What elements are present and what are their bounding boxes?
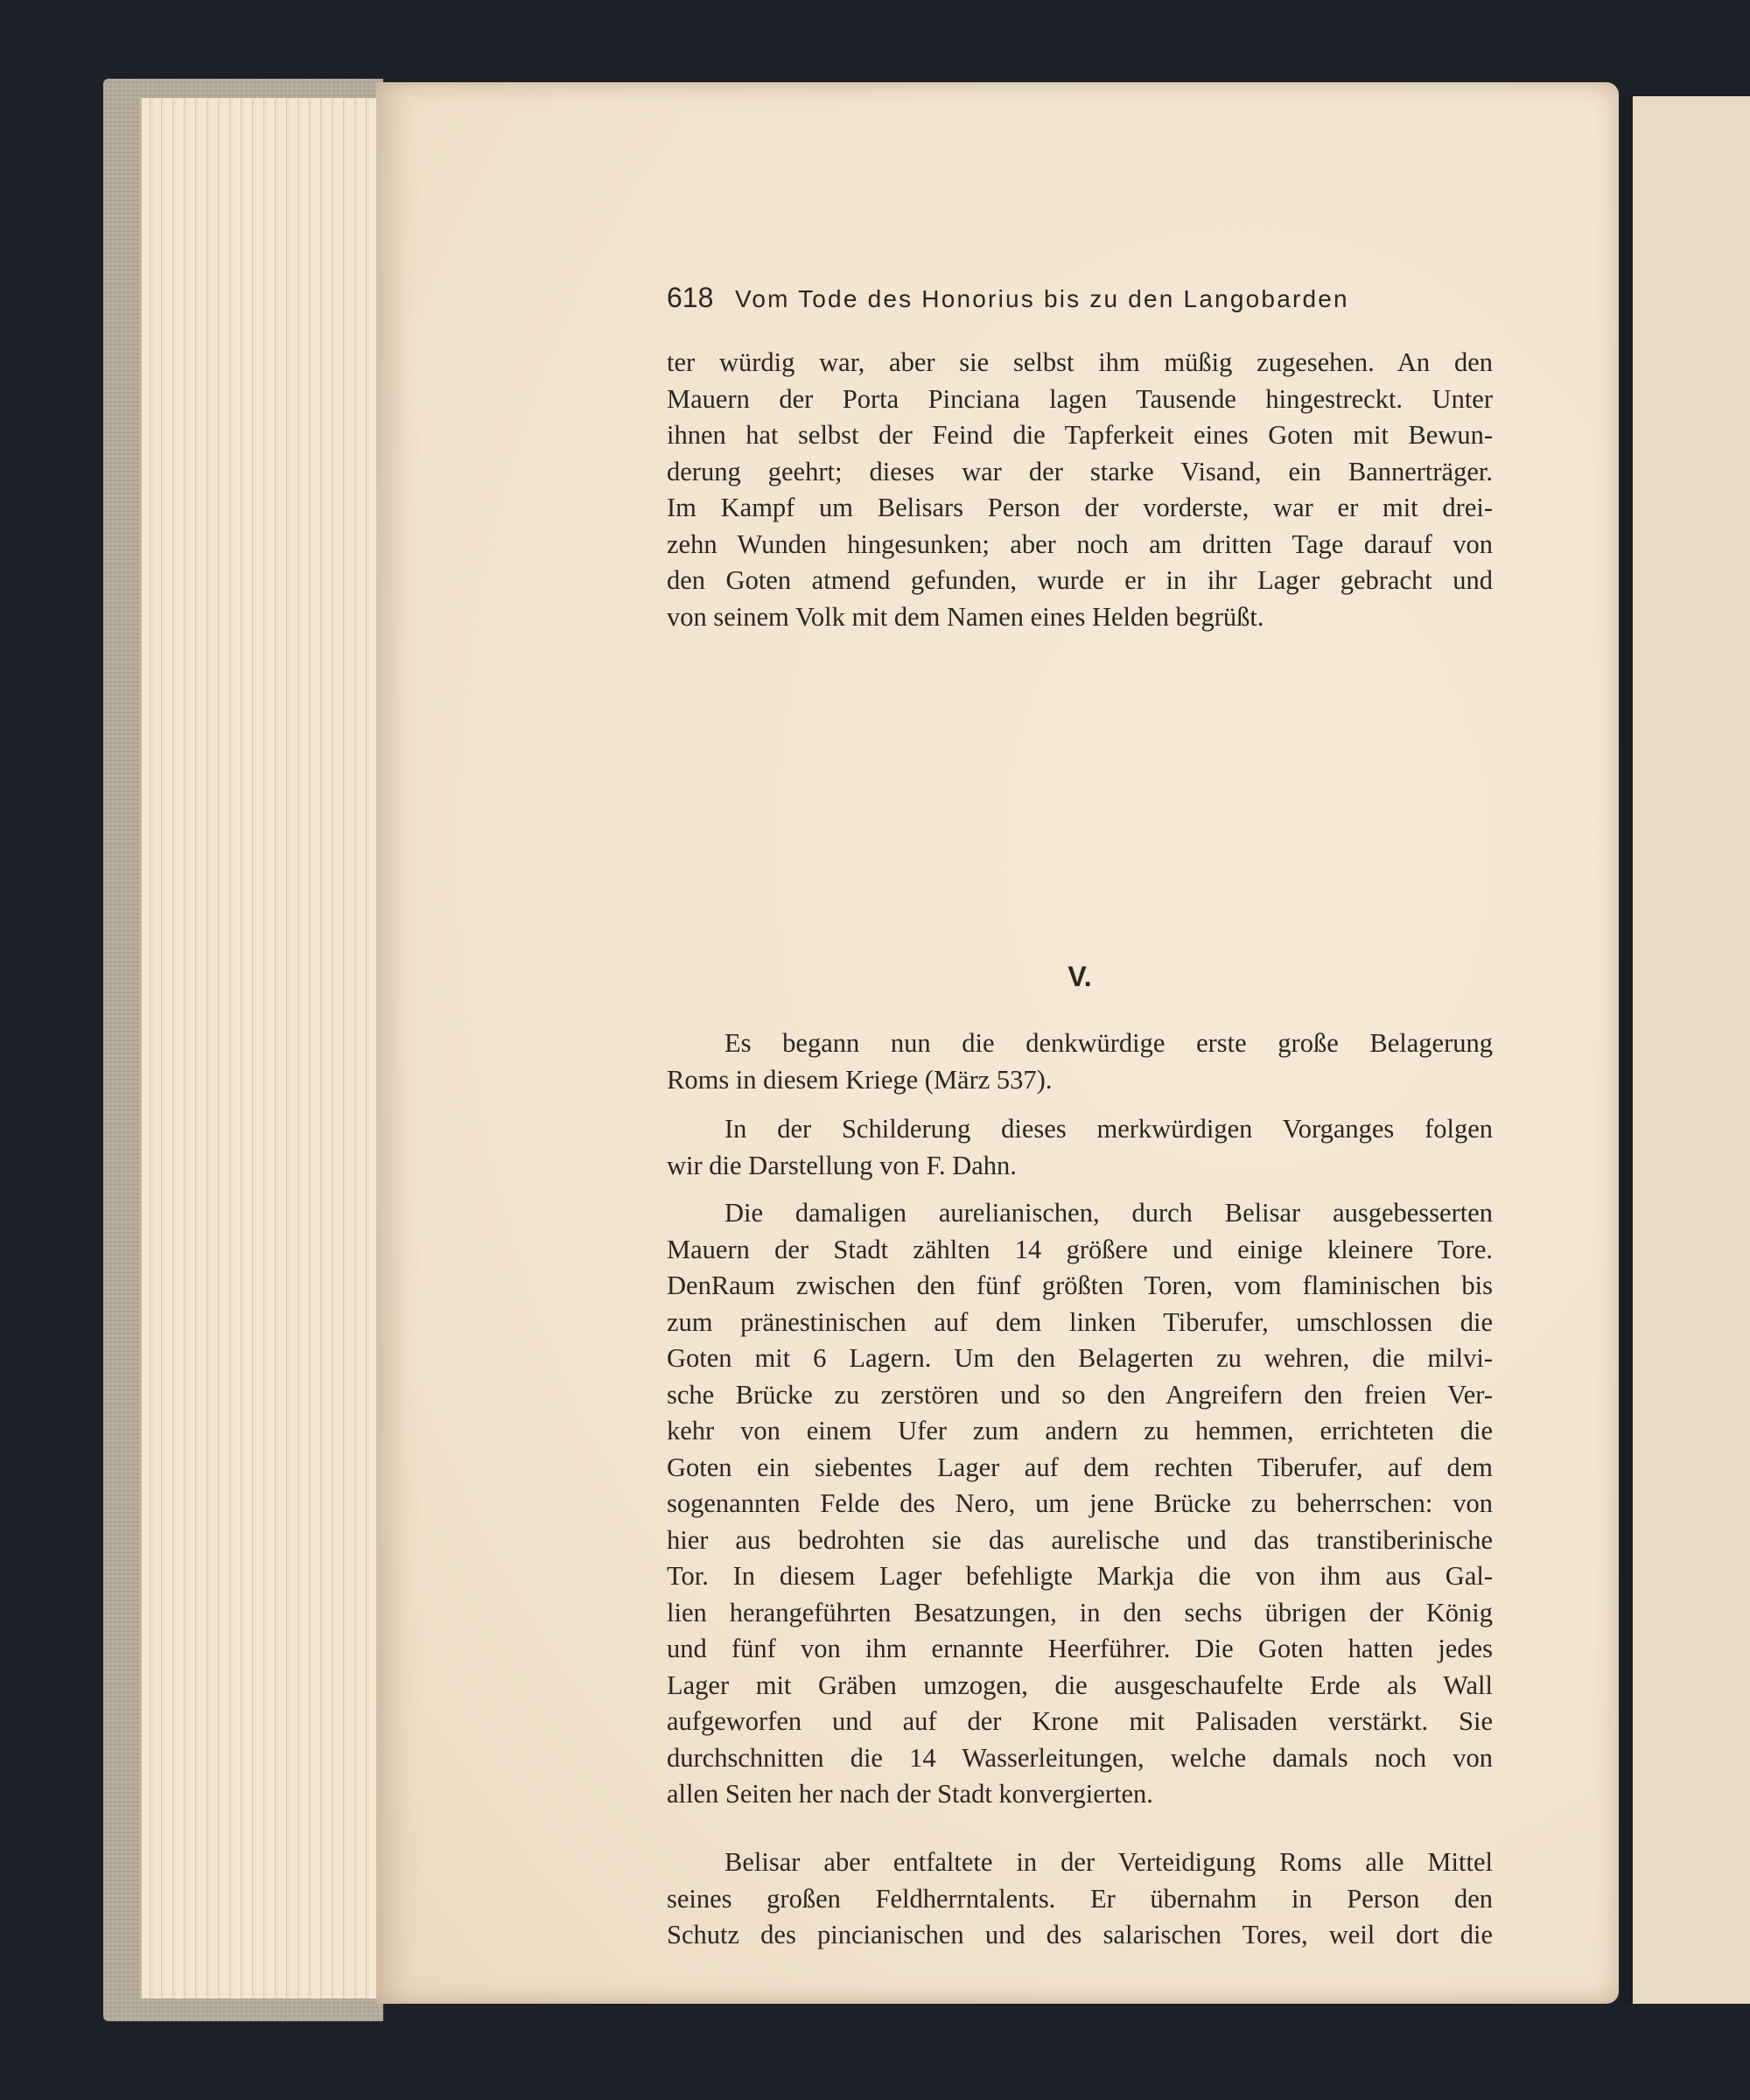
text-line: ter würdig war, aber sie selbst ihm müßig zugesehen. An den bbox=[667, 347, 1493, 377]
text-line: Tor. In diesem Lager befehligte Markja die von ihm aus Gal- bbox=[667, 1561, 1493, 1591]
text-line: Schutz des pincianischen und des salarischen Tores, weil dort die bbox=[667, 1920, 1493, 1950]
paragraph-continuation bbox=[667, 345, 1493, 635]
paragraph bbox=[667, 1026, 1493, 1098]
text-line: und fünf von ihm ernannte Heerführer. Die Goten hatten jedes bbox=[667, 1634, 1493, 1663]
text-line: Roms in diesem Kriege (März 537). bbox=[667, 1064, 1053, 1095]
text-line: seines großen Feldherrntalents. Er übernahm in Person den bbox=[667, 1883, 1493, 1914]
paragraph bbox=[667, 1111, 1493, 1184]
text-line: Goten ein siebentes Lager auf dem rechten Tiberufer, auf dem bbox=[667, 1452, 1493, 1482]
text-line: Es begann nun die denkwürdige erste große Belagerung bbox=[724, 1028, 1493, 1058]
page-stack-edge bbox=[140, 98, 378, 1998]
text-line: hier aus bedrohten sie das aurelische und das transtiberinische bbox=[667, 1524, 1493, 1555]
text-line: zehn Wunden hingesunken; aber noch am dritten Tage darauf von bbox=[667, 528, 1493, 559]
text-line: wir die Darstellung von F. Dahn. bbox=[667, 1150, 1017, 1180]
text-line: sogenannten Felde des Nero, um jene Brücke zu beherrschen: von bbox=[667, 1488, 1493, 1518]
text-line: von seinem Volk mit dem Namen eines Helden begrüßt. bbox=[667, 601, 1264, 632]
text-line: derung geehrt; dieses war der starke Visand, ein Bannerträger. bbox=[667, 456, 1493, 486]
paragraph bbox=[667, 1195, 1493, 1813]
text-line: den Goten atmend gefunden, wurde er in ihr Lager gebracht und bbox=[667, 565, 1493, 595]
paragraph bbox=[667, 1844, 1493, 1954]
page-number: 618 bbox=[667, 282, 714, 313]
text-line: sche Brücke zu zerstören und so den Angreifern den freien Ver- bbox=[667, 1379, 1493, 1410]
text-line: DenRaum zwischen den fünf größten Toren, vom flaminischen bis bbox=[667, 1270, 1493, 1300]
text-line: Mauern der Stadt zählten 14 größere und einige kleinere Tore. bbox=[667, 1234, 1493, 1264]
adjacent-book-shadow bbox=[1620, 96, 1633, 2004]
text-line: Lager mit Gräben umzogen, die ausgeschaufelte Erde als Wall bbox=[667, 1670, 1493, 1700]
text-line: zum pränestinischen auf dem linken Tiberufer, umschlossen die bbox=[667, 1306, 1493, 1337]
text-line: Goten mit 6 Lagern. Um den Belagerten zu wehren, die milvi- bbox=[667, 1343, 1493, 1373]
text-line: ihnen hat selbst der Feind die Tapferkeit eines Goten mit Bewun- bbox=[667, 420, 1493, 450]
running-title: Vom Tode des Honorius bis zu den Langobarden bbox=[734, 285, 1349, 312]
adjacent-book bbox=[1620, 96, 1750, 2004]
text-line: Mauern der Porta Pinciana lagen Tausende hingestreckt. Unter bbox=[667, 383, 1493, 414]
text-line: Im Kampf um Belisars Person der vorderste, war er mit drei- bbox=[667, 493, 1493, 522]
text-line: aufgeworfen und auf der Krone mit Palisaden verstärkt. Sie bbox=[667, 1706, 1493, 1736]
text-line: Die damaligen aurelianischen, durch Belisar ausgebesserten bbox=[724, 1198, 1493, 1228]
text-line: allen Seiten her nach der Stadt konvergierten. bbox=[667, 1779, 1153, 1809]
section-heading: V. bbox=[1068, 961, 1092, 992]
running-head bbox=[667, 282, 1493, 317]
text-line: durchschnitten die 14 Wasserleitungen, welche damals noch von bbox=[667, 1742, 1493, 1773]
text-line: In der Schilderung dieses merkwürdigen Vorganges folgen bbox=[724, 1114, 1493, 1144]
text-line: kehr von einem Ufer zum andern zu hemmen, errichteten die bbox=[667, 1416, 1493, 1446]
text-line: Belisar aber entfaltete in der Verteidigung Roms alle Mittel bbox=[724, 1847, 1493, 1877]
text-line: lien herangeführten Besatzungen, in den sechs übrigen der König bbox=[667, 1597, 1493, 1628]
